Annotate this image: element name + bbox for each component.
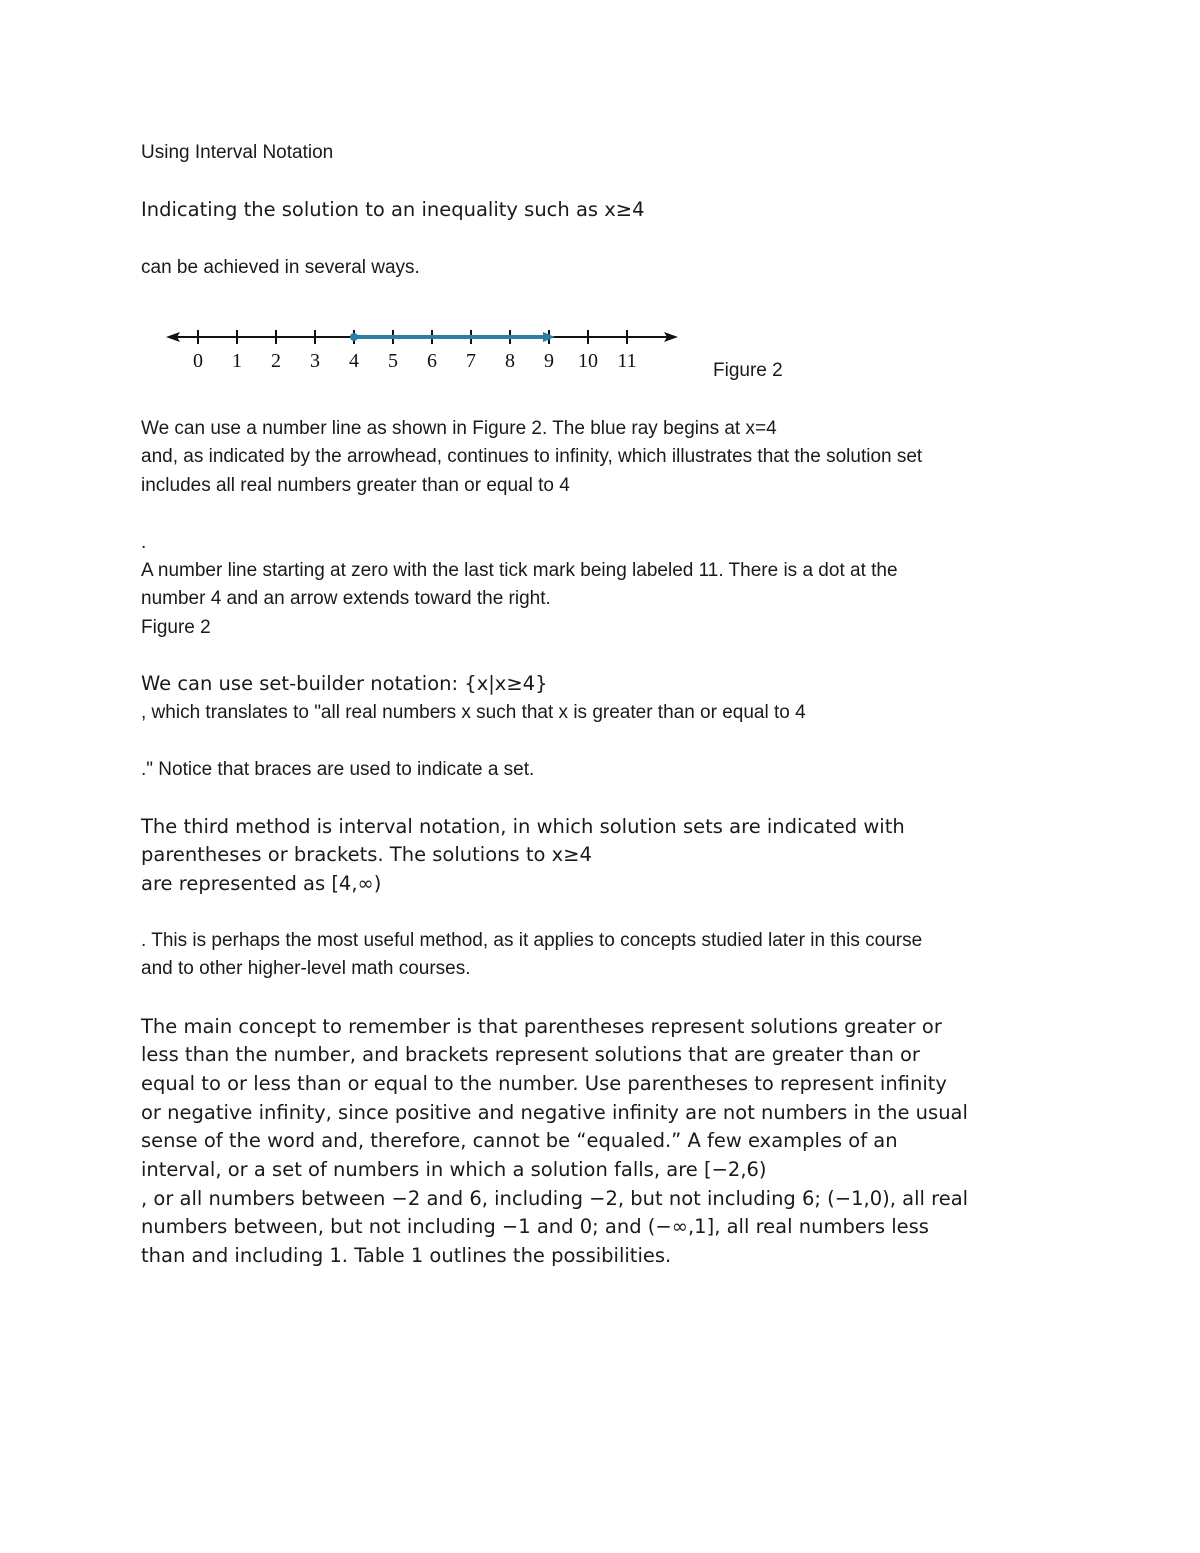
main-concept-line-9: than and including 1. Table 1 outlines the possibilities. — [141, 1244, 672, 1267]
third-method-line-2: parentheses or brackets. The solutions to x≥4 — [141, 843, 592, 866]
para1-line-1: We can use a number line as shown in Figure 2. The blue ray begins at x=4 — [141, 418, 777, 439]
useful-method-line-1: . This is perhaps the most useful method, as it applies to concepts studied later in this course — [141, 930, 923, 951]
main-concept-line-3: equal to or less than or equal to the number. Use parentheses to represent infinity — [141, 1072, 947, 1095]
heading: Using Interval Notation — [141, 142, 334, 163]
stray-dot: . — [141, 532, 147, 553]
third-method-line-1: The third method is interval notation, in which solution sets are indicated with — [141, 815, 905, 838]
alt-text-line-2: number 4 and an arrow extends toward the right. — [141, 588, 551, 609]
tick-label: 11 — [617, 350, 637, 372]
tick-label: 6 — [427, 350, 437, 372]
main-concept-line-5: sense of the word and, therefore, cannot be “equaled.” A few examples of an — [141, 1129, 898, 1152]
main-concept-line-7: , or all numbers between −2 and 6, including −2, but not including 6; (−1,0), all real — [141, 1187, 969, 1210]
braces-note: ." Notice that braces are used to indicate a set. — [141, 759, 535, 780]
main-concept-line-8: numbers between, but not including −1 and 0; and (−∞,1], all real numbers less — [141, 1215, 929, 1238]
figure-caption: Figure 2 — [713, 360, 783, 381]
para1-line-2: and, as indicated by the arrowhead, continues to infinity, which illustrates that the solution set — [141, 446, 923, 467]
tick-label: 4 — [349, 350, 359, 372]
tick-label: 9 — [544, 350, 554, 372]
tick-label: 0 — [193, 350, 203, 372]
intro-line: Indicating the solution to an inequality such as x≥4 — [141, 198, 645, 221]
tick-label: 10 — [578, 350, 598, 372]
start-dot-icon — [350, 333, 358, 341]
tick-label: 3 — [310, 350, 320, 372]
third-method-line-3: are represented as [4,∞) — [141, 872, 382, 895]
alt-text-line-1: A number line starting at zero with the last tick mark being labeled 11. There is a dot at the — [141, 560, 898, 581]
main-concept-line-2: less than the number, and brackets represent solutions that are greater than or — [141, 1043, 920, 1066]
setbuilder-line: We can use set-builder notation: {x|x≥4} — [141, 672, 548, 695]
main-concept-line-1: The main concept to remember is that parentheses represent solutions greater or — [141, 1015, 942, 1038]
para1-line-3: includes all real numbers greater than or equal to 4 — [141, 475, 570, 496]
intro-continuation: can be achieved in several ways. — [141, 257, 420, 278]
main-concept-line-4: or negative infinity, since positive and negative infinity are not numbers in the usual — [141, 1101, 968, 1124]
tick-label: 5 — [388, 350, 398, 372]
number-line-figure — [160, 322, 690, 382]
main-concept-line-6: interval, or a set of numbers in which a solution falls, are [−2,6) — [141, 1158, 767, 1181]
tick-label: 8 — [505, 350, 515, 372]
tick-label: 2 — [271, 350, 281, 372]
figure-caption-2: Figure 2 — [141, 617, 211, 638]
useful-method-line-2: and to other higher-level math courses. — [141, 958, 471, 979]
setbuilder-continuation: , which translates to "all real numbers x such that x is greater than or equal to 4 — [141, 702, 806, 723]
tick-label: 1 — [232, 350, 242, 372]
tick-label: 7 — [466, 350, 476, 372]
